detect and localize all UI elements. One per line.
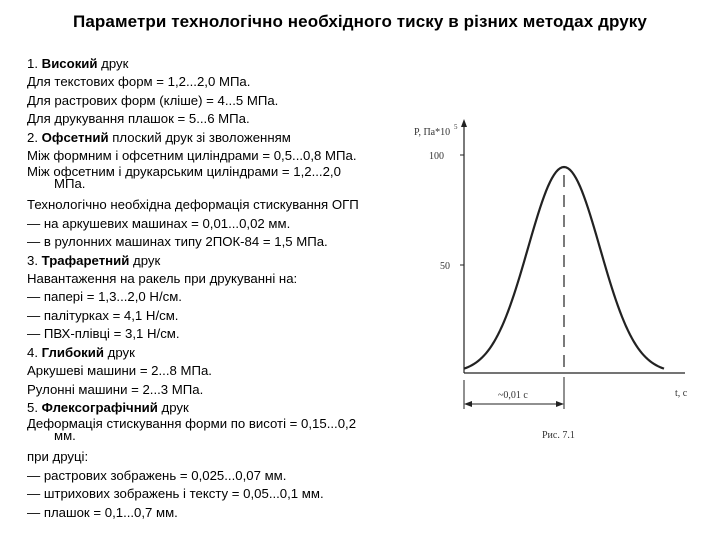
parameter-line: — в рулонних машинах типу 2ПОК-84 = 1,5 МПа.: [27, 234, 328, 250]
section-method-name: Високий: [41, 56, 98, 71]
parameter-line: Між офсетним і друкарським циліндрами = 1,2...2,0: [27, 164, 341, 180]
duration-arrow-left-head: [464, 401, 472, 407]
duration-arrow-right-head: [556, 401, 564, 407]
parameter-line: Рулонні машини = 2...3 МПа.: [27, 381, 204, 397]
section-number: 2.: [27, 129, 38, 145]
tick-label-50: 50: [440, 261, 450, 272]
section-heading-rest: плоский друк зі зволоженням: [108, 129, 291, 145]
parameter-line-continuation: мм.: [54, 428, 76, 444]
pressure-figure: [400, 115, 700, 445]
section-heading-rest: друк: [104, 344, 135, 360]
parameter-line: — на аркушевих машинах = 0,01...0,02 мм.: [27, 215, 291, 231]
parameter-line: Для друкування плашок = 5...6 МПа.: [27, 111, 250, 127]
section-heading: [27, 252, 417, 270]
parameter-line: Технологічно необхідна деформація стискування ОГП: [27, 197, 359, 213]
parameter-line: — штрихових зображень і тексту = 0,05...0,1 мм.: [27, 486, 324, 502]
parameter-line-continuation: МПа.: [54, 176, 86, 192]
page-title: Параметри технологічно необхідного тиску в різних методах друку: [73, 12, 647, 31]
section-method-name: Глибокий: [41, 344, 104, 360]
y-axis-label: P, Па*10: [414, 127, 451, 138]
section-number: 1.: [27, 56, 38, 71]
section-method-name: Флексографічний: [41, 399, 158, 415]
pressure-curve-diagram: [400, 115, 700, 445]
parameter-line: — плашок = 0,1...0,7 мм.: [27, 504, 178, 520]
parameter-line: Між формним і офсетним циліндрами = 0,5...0,8 МПа.: [27, 148, 357, 164]
parameter-line: Навантаження на ракель при друкуванні на:: [27, 271, 298, 287]
parameter-line: Для текстових форм = 1,2...2,0 МПа.: [27, 74, 251, 90]
section-heading: [27, 399, 417, 417]
parameter-line: — палітурках = 4,1 Н/см.: [27, 307, 179, 323]
y-axis-arrow: [461, 119, 467, 127]
content-body: [27, 55, 417, 522]
section-heading-rest: друк: [97, 56, 129, 71]
duration-label: ~0,01 с: [498, 390, 528, 401]
tick-label-100: 100: [429, 151, 444, 162]
section-heading: [27, 55, 417, 73]
parameter-line: — ПВХ-плівці = 3,1 Н/см.: [27, 326, 180, 342]
parameter-line: Для растрових форм (кліше) = 4...5 МПа.: [27, 92, 279, 108]
y-axis-exponent: 5: [454, 123, 458, 131]
parameter-line: при друці:: [27, 449, 89, 465]
section-heading-rest: друк: [129, 252, 161, 268]
section-number: 5.: [27, 399, 38, 415]
parameter-line: Деформація стискування форми по висоті = 0,15...0,2: [27, 416, 357, 432]
section-method-name: Трафаретний: [41, 252, 130, 268]
x-axis-label: t, с: [675, 388, 688, 399]
parameter-line: — папері = 1,3...2,0 Н/см.: [27, 289, 182, 305]
section-method-name: Офсетний: [41, 129, 109, 145]
parameter-line: — растрових зображень = 0,025...0,07 мм.: [27, 467, 287, 483]
section-heading: [27, 129, 417, 147]
section-number: 3.: [27, 252, 38, 268]
section-number: 4.: [27, 344, 38, 360]
section-heading: [27, 344, 417, 362]
parameter-line: Аркушеві машини = 2...8 МПа.: [27, 363, 212, 379]
section-heading-rest: друк: [157, 399, 189, 415]
figure-caption: Рис. 7.1: [542, 430, 575, 441]
